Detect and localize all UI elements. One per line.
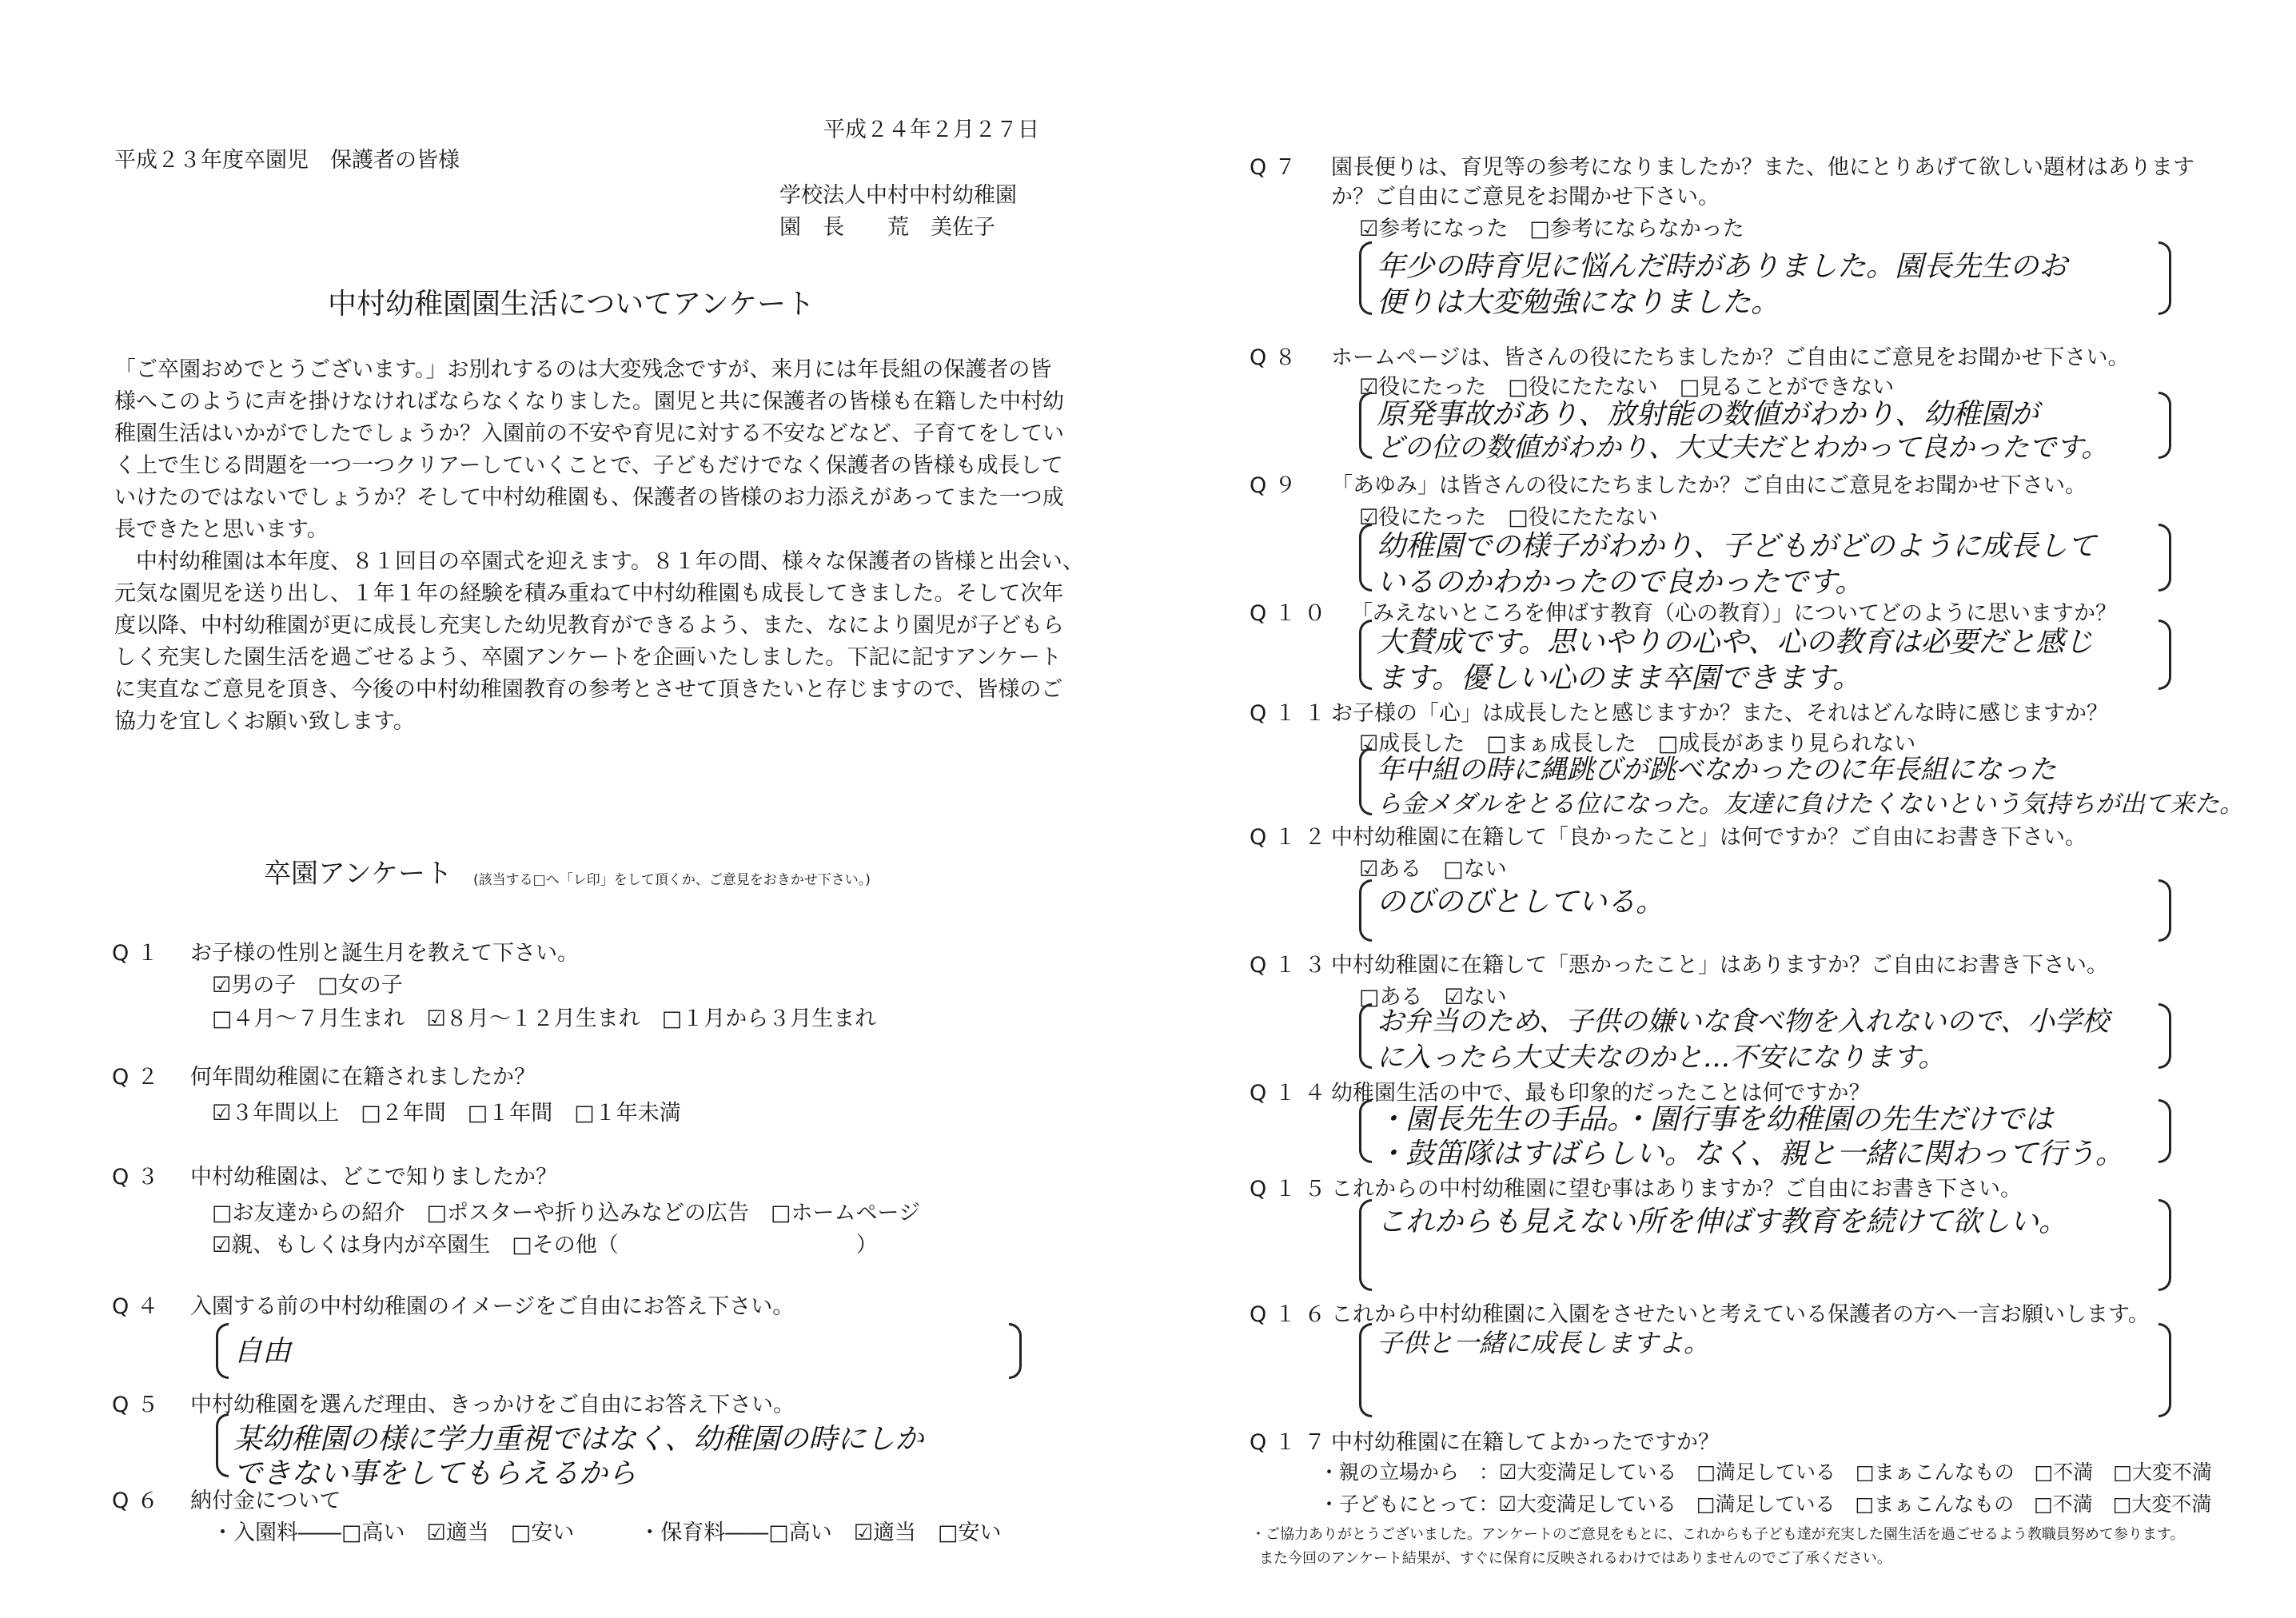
addressee: 平成２３年度卒園児 保護者の皆様 [114, 148, 460, 173]
question-number: Q３ [112, 1165, 167, 1190]
answer-bracket-right [2158, 1323, 2171, 1417]
answer-bracket-right [2158, 392, 2171, 459]
document-title: 中村幼稚園園生活についてアンケート [328, 288, 815, 321]
intro-line: いけたのではないでしょうか？そして中村幼稚園も、保護者の皆様のお力添えがあってまた一つ成 [114, 485, 1064, 510]
handwritten-answer[interactable]: 年少の時育児に悩んだ時がありました。園長先生のお [1377, 250, 2068, 283]
intro-line: 協力を宜しくお願い致します。 [114, 709, 415, 734]
checkbox-options[interactable]: ・子どもにとって：☑大変満足している □満足している □まぁこんなもの □不満 □大変不満 [1319, 1492, 2212, 1516]
principal-name: 園 長 荒 美佐子 [779, 215, 995, 240]
checkbox-options[interactable]: ☑３年間以上 □２年間 □１年間 □１年未満 [212, 1101, 681, 1126]
question-text: 入園する前の中村幼稚園のイメージをご自由にお答え下さい。 [190, 1294, 795, 1319]
question-text: 納付金について [190, 1488, 341, 1513]
handwritten-answer[interactable]: ます。優しい心のまま卒園できます。 [1377, 662, 1862, 695]
answer-bracket-left [216, 1413, 229, 1477]
question-text: お子様の性別と誕生月を教えて下さい。 [190, 941, 579, 966]
intro-line: 稚園生活はいかがでしたでしょうか？入園前の不安や育児に対する不安などなど、子育てをしてい [114, 421, 1064, 446]
question-text: 「みえないところを伸ばす教育（心の教育）」についてどのように思いますか？ [1351, 601, 2117, 626]
checkbox-options[interactable]: ☑男の子 □女の子 [212, 973, 403, 998]
handwritten-answer[interactable]: どの位の数値がわかり、大丈夫だとわかって良かったです。 [1377, 432, 2109, 464]
question-number: Q１５ [1250, 1177, 1334, 1202]
question-number: Q１１ [1250, 701, 1334, 726]
checkbox-options[interactable]: □お友達からの紹介 □ポスターや折り込みなどの広告 □ホームページ [212, 1201, 920, 1225]
question-text: 中村幼稚園に在籍して「良かったこと」は何ですか？ご自由にお書き下さい。 [1331, 825, 2087, 850]
question-number: Q１６ [1250, 1302, 1334, 1327]
question-number: Q５ [112, 1393, 167, 1417]
answer-bracket-left [1359, 747, 1372, 815]
footer-note: また今回のアンケート結果が、すぐに保育に反映されるわけではありませんのでご了承ください。 [1259, 1550, 1891, 1567]
question-number: Q１０ [1250, 601, 1334, 626]
handwritten-answer[interactable]: 幼稚園での様子がわかり、子どもがどのように成長して [1377, 530, 2097, 563]
question-text: 中村幼稚園を選んだ理由、きっかけをご自由にお答え下さい。 [190, 1393, 795, 1417]
answer-bracket-right [2158, 524, 2171, 592]
question-number: Q１ [112, 941, 167, 966]
question-number: Q７ [1250, 155, 1305, 180]
handwritten-answer[interactable]: 年中組の時に縄跳びが跳べなかったのに年長組になった [1377, 754, 2056, 786]
intro-line: 元気な園児を送り出し、１年１年の経験を積み重ねて中村幼稚園も成長してきました。そして次年 [114, 581, 1064, 606]
answer-bracket-left [1359, 1099, 1372, 1163]
handwritten-answer[interactable]: 子供と一緒に成長しますよ。 [1377, 1328, 1710, 1358]
question-number: Q１２ [1250, 825, 1334, 850]
answer-bracket-right [2158, 1199, 2171, 1291]
question-text: 中村幼稚園に在籍してよかったですか？ [1331, 1430, 1720, 1455]
organization-name: 学校法人中村中村幼稚園 [779, 183, 1017, 208]
question-text: これから中村幼稚園に入園をさせたいと考えている保護者の方へ一言お願いします。 [1331, 1302, 2150, 1327]
document-date: 平成２４年２月２７日 [823, 118, 1039, 142]
answer-bracket-left [216, 1323, 229, 1379]
handwritten-answer[interactable]: いるのかわかったので良かったです。 [1377, 566, 1864, 599]
handwritten-answer[interactable]: 原発事故があり、放射能の数値がわかり、幼稚園が [1377, 398, 2039, 431]
checkbox-options[interactable]: ☑役にたった □役にたたない [1359, 505, 1658, 530]
answer-bracket-right [2158, 1099, 2171, 1163]
handwritten-answer[interactable]: のびのびとしている。 [1377, 886, 1665, 919]
answer-bracket-left [1359, 1199, 1372, 1291]
handwritten-answer[interactable]: に入ったら大丈夫なのかと…不安になります。 [1377, 1042, 1946, 1074]
handwritten-answer[interactable]: ら金メダルをとる位になった。友達に負けたくないという気持ちが出て来た。 [1377, 790, 2244, 819]
question-text: 何年間幼稚園に在籍されましたか？ [190, 1065, 536, 1090]
checkbox-options[interactable]: ・親の立場から ：☑大変満足している □満足している □まぁこんなもの □不満 □大変不満 [1319, 1461, 2212, 1484]
question-text: 「あゆみ」は皆さんの役にたちましたか？ご自由にご意見をお聞かせ下さい。 [1331, 473, 2087, 498]
handwritten-answer[interactable]: 便りは大変勉強になりました。 [1377, 286, 1780, 319]
question-text: 幼稚園生活の中で、最も印象的だったことは何ですか？ [1331, 1081, 1871, 1106]
checkbox-options[interactable]: ☑成長した □まぁ成長した □成長があまり見られない [1359, 731, 1916, 756]
question-text: 中村幼稚園に在籍して「悪かったこと」はありますか？ご自由にお書き下さい。 [1331, 953, 2108, 978]
checkbox-options[interactable]: ☑親、もしくは身内が卒園生 □その他（ ） [212, 1233, 878, 1257]
answer-bracket-right [2158, 1003, 2171, 1069]
answer-bracket-left [1359, 879, 1372, 942]
checkbox-options[interactable]: ☑役にたった □役にたたない □見ることができない [1359, 375, 1895, 400]
checkbox-options[interactable]: □４月～７月生まれ ☑８月～１２月生まれ □１月から３月生まれ [212, 1006, 877, 1031]
handwritten-answer[interactable]: お弁当のため、子供の嫌いな食べ物を入れないので、小学校 [1377, 1006, 2109, 1038]
question-number: Q６ [112, 1488, 167, 1513]
question-number: Q１７ [1250, 1430, 1334, 1455]
question-text: 中村幼稚園は、どこで知りましたか？ [190, 1165, 557, 1190]
question-text: 園長便りは、育児等の参考になりましたか？また、他にとりあげて欲しい題材はあります [1331, 155, 2194, 180]
intro-line: く上で生じる問題を一つ一つクリアーしていくことで、子どもだけでなく保護者の皆様も成長して [114, 453, 1063, 478]
answer-bracket-right [2158, 879, 2171, 942]
survey-note: (該当する□へ「レ印」をして頂くか、ご意見をおきかせ下さい。) [473, 872, 871, 888]
question-text: お子様の「心」は成長したと感じますか？また、それはどんな時に感じますか？ [1331, 701, 2108, 726]
question-number: Q１３ [1250, 953, 1334, 978]
handwritten-answer[interactable]: これからも見えない所を伸ばす教育を続けて欲しい。 [1377, 1206, 2068, 1238]
answer-bracket-right [1009, 1323, 1022, 1379]
answer-bracket-left [1359, 1323, 1372, 1417]
answer-bracket-left [1359, 241, 1372, 315]
intro-line: に実直なご意見を頂き、今後の中村幼稚園教育の参考とさせて頂きたいと存じますので、皆様のご [114, 677, 1063, 702]
checkbox-options[interactable]: □ある ☑ない [1359, 985, 1507, 1010]
survey-title: 卒園アンケート [264, 858, 452, 890]
answer-bracket-left [1359, 1003, 1372, 1069]
question-number: Q２ [112, 1065, 167, 1090]
question-number: Q４ [112, 1294, 167, 1319]
handwritten-answer[interactable]: ・鼓笛隊はすばらしい。なく、親と一緒に関わって行う。 [1377, 1138, 2124, 1170]
intro-paragraph [114, 354, 1084, 738]
intro-line: 長できたと思います。 [114, 517, 329, 542]
handwritten-answer[interactable]: できない事をしてもらえるから [233, 1457, 637, 1490]
question-number: Q９ [1250, 473, 1305, 498]
answer-bracket-left [1359, 392, 1372, 459]
question-text: か？ご自由にご意見をお聞かせ下さい。 [1331, 185, 1720, 209]
checkbox-options[interactable]: ・入園料――□高い ☑適当 □安い ・保育料――□高い ☑適当 □安い [212, 1520, 1002, 1545]
intro-line: 「ご卒園おめでとうございます。」お別れするのは大変残念ですが、来月には年長組の保護者の皆 [114, 357, 1052, 382]
question-text: ホームページは、皆さんの役にたちましたか？ご自由にご意見をお聞かせ下さい。 [1331, 345, 2130, 370]
intro-line: 様へこのように声を掛けなければならなくなりました。園児と共に保護者の皆様も在籍した中村幼 [114, 389, 1064, 414]
checkbox-options[interactable]: ☑参考になった □参考にならなかった [1359, 217, 1744, 241]
answer-bracket-left [1359, 620, 1372, 690]
handwritten-answer[interactable]: 某幼稚園の様に学力重視ではなく、幼稚園の時にしか [233, 1423, 924, 1456]
handwritten-answer[interactable]: 大賛成です。思いやりの心や、心の教育は必要だと感じ [1377, 626, 2094, 659]
answer-bracket-right [2158, 620, 2171, 690]
intro-line: しく充実した園生活を過ごせるよう、卒園アンケートを企画いたしました。下記に記すアンケート [114, 645, 1062, 670]
question-number: Q１４ [1250, 1081, 1334, 1106]
handwritten-answer[interactable]: ・園長先生の手品。・園行事を幼稚園の先生だけでは [1377, 1103, 2054, 1136]
footer-note: ・ご協力ありがとうございました。アンケートのご意見をもとに、これからも子ども達が充実した園生活を過ごせるよう教職員努めて参ります。 [1251, 1526, 2185, 1543]
handwritten-answer[interactable]: 自由 [233, 1335, 292, 1368]
intro-line: 度以降、中村幼稚園が更に成長し充実した幼児教育ができるよう、また、なにより園児が子どもら [114, 613, 1064, 638]
question-text: これからの中村幼稚園に望む事はありますか？ご自由にお書き下さい。 [1331, 1177, 2022, 1202]
checkbox-options[interactable]: ☑ある □ない [1359, 857, 1507, 882]
question-number: Q８ [1250, 345, 1305, 370]
intro-line: 中村幼稚園は本年度、８１回目の卒園式を迎えます。８１年の間、様々な保護者の皆様と出会い、 [114, 549, 1084, 574]
answer-bracket-left [1359, 524, 1372, 592]
answer-bracket-right [2158, 241, 2171, 315]
